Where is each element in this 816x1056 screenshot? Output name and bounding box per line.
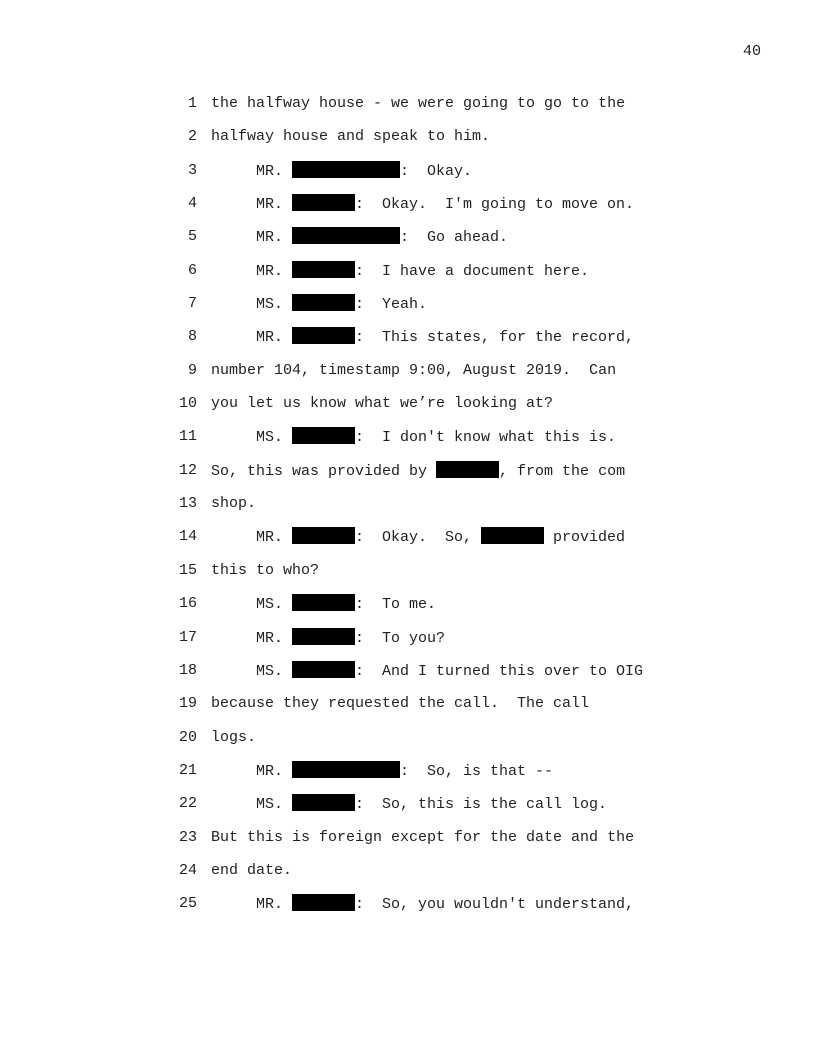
redaction-block xyxy=(292,427,355,444)
line-number: 24 xyxy=(178,861,197,879)
redaction-block xyxy=(292,594,355,611)
line-text-segment: : I have a document here. xyxy=(355,262,590,280)
line-text-segment: number 104, timestamp 9:00, August 2019. Can xyxy=(211,361,617,379)
transcript-line xyxy=(170,427,730,460)
line-text-segment: : And I turned this over to OIG xyxy=(355,662,644,680)
page-number: 40 xyxy=(742,43,761,60)
transcript-line xyxy=(170,561,730,594)
transcript-line xyxy=(170,461,730,494)
transcript-line xyxy=(170,194,730,227)
line-text-segment: MR. xyxy=(211,329,293,347)
transcript-line xyxy=(170,794,730,827)
redaction-block xyxy=(292,294,355,311)
line-text-segment: MR. xyxy=(211,762,293,780)
transcript-line xyxy=(170,628,730,661)
transcript-line xyxy=(170,361,730,394)
line-text-segment: : So, this is the call log. xyxy=(355,796,608,814)
line-text-segment: you let us know what we’re looking at? xyxy=(211,395,554,413)
line-text-segment: : So, is that -- xyxy=(400,762,554,780)
line-text-segment: end date. xyxy=(211,861,293,879)
line-number: 6 xyxy=(187,261,197,279)
line-text-segment: So, this was provided by xyxy=(211,462,437,480)
line-number: 4 xyxy=(187,195,197,213)
redaction-block xyxy=(292,261,355,278)
redaction-block xyxy=(292,794,355,811)
redaction-block xyxy=(292,761,400,778)
line-text xyxy=(211,127,490,147)
redaction-block xyxy=(292,527,355,544)
line-text-segment: MR. xyxy=(211,896,293,914)
transcript-line xyxy=(170,494,730,527)
line-text-segment: , from the com xyxy=(499,462,626,480)
line-text-segment: MS. xyxy=(211,429,293,447)
line-text xyxy=(211,894,634,915)
line-number: 5 xyxy=(187,228,197,246)
line-number: 7 xyxy=(187,295,197,313)
redaction-block xyxy=(292,661,355,678)
line-text-segment: : To you? xyxy=(355,629,446,647)
line-text-segment: MS. xyxy=(211,296,293,314)
line-number: 10 xyxy=(178,395,197,413)
line-number: 21 xyxy=(178,761,197,779)
line-number: 20 xyxy=(178,728,197,746)
line-number: 23 xyxy=(178,828,197,846)
redaction-block xyxy=(292,194,355,211)
transcript-line xyxy=(170,327,730,360)
line-number: 22 xyxy=(178,795,197,813)
line-text-segment: : Okay. xyxy=(400,162,473,180)
line-text xyxy=(211,594,436,615)
line-text xyxy=(211,561,319,581)
line-text-segment: halfway house and speak to him. xyxy=(211,128,491,146)
line-text xyxy=(211,761,553,782)
line-text-segment: logs. xyxy=(211,728,257,746)
line-number: 3 xyxy=(187,161,197,179)
line-text-segment: MR. xyxy=(211,229,293,247)
transcript-line xyxy=(170,161,730,194)
redaction-block xyxy=(292,894,355,911)
transcript-line xyxy=(170,728,730,761)
line-text xyxy=(211,861,292,881)
transcript-line xyxy=(170,694,730,727)
redaction-block xyxy=(292,161,400,178)
transcript-line xyxy=(170,661,730,694)
transcript-line xyxy=(170,394,730,427)
line-text-segment: : So, you wouldn't understand, xyxy=(355,896,635,914)
line-text xyxy=(211,327,634,348)
line-text-segment: But this is foreign except for the date and the xyxy=(211,828,635,846)
redaction-block xyxy=(292,628,355,645)
line-text-segment: MS. xyxy=(211,596,293,614)
line-text-segment: provided xyxy=(544,529,626,547)
line-text-segment: : This states, for the record, xyxy=(355,329,635,347)
line-text xyxy=(211,728,256,748)
transcript-line xyxy=(170,761,730,794)
transcript-line xyxy=(170,894,730,927)
transcript-line xyxy=(170,861,730,894)
line-text-segment: : To me. xyxy=(355,596,437,614)
line-text-segment: the halfway house - we were going to go to the xyxy=(211,95,626,112)
line-text-segment: because they requested the call. The call xyxy=(211,695,590,713)
line-text xyxy=(211,194,634,215)
line-text xyxy=(211,527,625,548)
line-text xyxy=(211,161,472,182)
line-text xyxy=(211,427,616,448)
line-text xyxy=(211,294,427,315)
transcript-body xyxy=(170,94,730,928)
line-text xyxy=(211,494,256,514)
line-number: 19 xyxy=(178,695,197,713)
transcript-line xyxy=(170,294,730,327)
line-text xyxy=(211,394,553,414)
redaction-block xyxy=(292,327,355,344)
transcript-line xyxy=(170,261,730,294)
line-number: 25 xyxy=(178,895,197,913)
line-text-segment: : I don't know what this is. xyxy=(355,429,617,447)
line-number: 12 xyxy=(178,461,197,479)
line-number: 9 xyxy=(187,361,197,379)
line-text xyxy=(211,227,508,248)
line-text xyxy=(211,828,634,848)
transcript-line xyxy=(170,127,730,160)
line-number: 1 xyxy=(187,95,197,112)
line-number: 17 xyxy=(178,628,197,646)
transcript-line xyxy=(170,527,730,560)
line-text-segment: : Go ahead. xyxy=(400,229,509,247)
transcript-line xyxy=(170,828,730,861)
line-text-segment: shop. xyxy=(211,495,257,513)
line-text xyxy=(211,461,625,482)
line-text xyxy=(211,628,445,649)
line-number: 11 xyxy=(178,428,197,446)
line-text-segment: MR. xyxy=(211,529,293,547)
redaction-block xyxy=(292,227,400,244)
redaction-block xyxy=(436,461,499,478)
transcript-line xyxy=(170,94,730,127)
line-text xyxy=(211,661,643,682)
line-text-segment: this to who? xyxy=(211,561,320,579)
line-number: 8 xyxy=(187,328,197,346)
line-text-segment: MR. xyxy=(211,629,293,647)
line-text-segment: : Okay. So, xyxy=(355,529,482,547)
line-text-segment: : Yeah. xyxy=(355,296,428,314)
line-text-segment: : Okay. I'm going to move on. xyxy=(355,196,635,214)
line-number: 16 xyxy=(178,595,197,613)
line-number: 18 xyxy=(178,661,197,679)
line-number: 2 xyxy=(187,128,197,146)
line-text-segment: MR. xyxy=(211,262,293,280)
redaction-block xyxy=(481,527,544,544)
line-text xyxy=(211,361,616,381)
transcript-line xyxy=(170,594,730,627)
line-text-segment: MS. xyxy=(211,662,293,680)
line-text xyxy=(211,694,589,714)
line-number: 15 xyxy=(178,561,197,579)
line-text xyxy=(211,261,589,282)
line-text xyxy=(211,94,625,114)
line-number: 14 xyxy=(178,528,197,546)
line-text-segment: MS. xyxy=(211,796,293,814)
line-text-segment: MR. xyxy=(211,196,293,214)
line-number: 13 xyxy=(178,495,197,513)
transcript-line xyxy=(170,227,730,260)
line-text-segment: MR. xyxy=(211,162,293,180)
line-text xyxy=(211,794,607,815)
